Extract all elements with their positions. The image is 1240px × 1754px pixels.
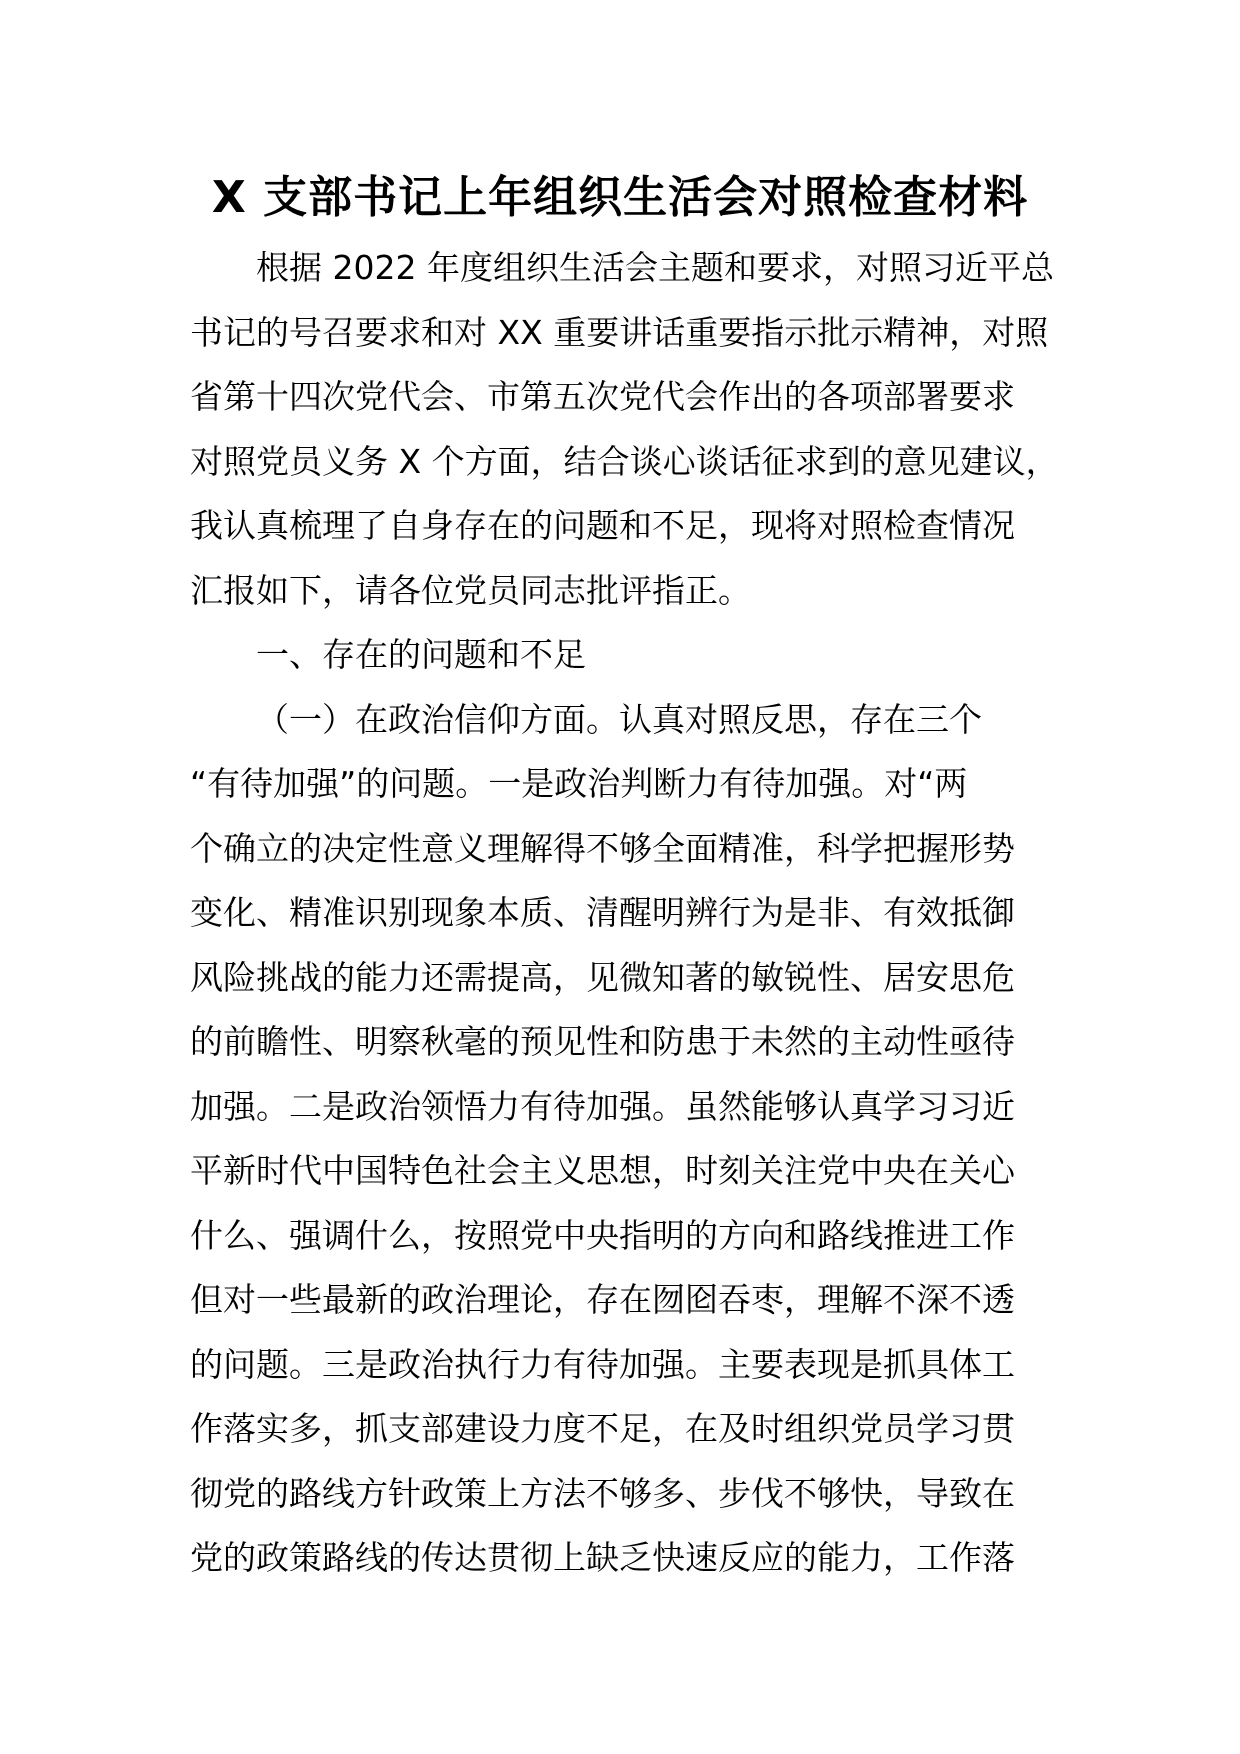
paragraph-line: 变化、精准识别现象本质、清醒明辨行为是非、有效抵御 xyxy=(190,893,1015,932)
paragraph-line: 但对一些最新的政治理论，存在囫囵吞枣，理解不深不透 xyxy=(190,1280,1015,1319)
paragraph-line: 对照党员义务 X 个方面，结合谈心谈话征求到的意见建议， xyxy=(190,441,1059,481)
paragraph-line: （一）在政治信仰方面。认真对照反思，存在三个 xyxy=(256,699,982,739)
paragraph-line: 省第十四次党代会、市第五次党代会作出的各项部署要求 xyxy=(190,377,1015,416)
paragraph-line: 的问题。三是政治执行力有待加强。主要表现是抓具体工 xyxy=(190,1344,1015,1384)
paragraph-line: 什么、强调什么，按照党中央指明的方向和路线推进工作 xyxy=(190,1215,1015,1255)
section-heading: 一、存在的问题和不足 xyxy=(256,635,586,674)
paragraph-line: “有待加强”的问题。一是政治判断力有待加强。对“两 xyxy=(190,764,968,803)
document-title: X 支部书记上年组织生活会对照检查材料 xyxy=(211,172,1029,223)
paragraph-line: 的前瞻性、明察秋毫的预见性和防患于未然的主动性亟待 xyxy=(190,1022,1015,1061)
paragraph-line: 汇报如下，请各位党员同志批评指正。 xyxy=(190,570,751,610)
paragraph-line: 彻党的路线方针政策上方法不够多、步伐不够快，导致在 xyxy=(190,1473,1015,1513)
document-body xyxy=(190,236,1060,1591)
paragraph-line: 我认真梳理了自身存在的问题和不足，现将对照检查情况 xyxy=(190,506,1015,545)
paragraph-line: 党的政策路线的传达贯彻上缺乏快速反应的能力，工作落 xyxy=(190,1538,1015,1577)
paragraph-line: 根据 2022 年度组织生活会主题和要求，对照习近平总 xyxy=(256,248,1054,287)
paragraph-line: 作落实多，抓支部建设力度不足，在及时组织党员学习贯 xyxy=(190,1409,1015,1448)
paragraph-line: 书记的号召要求和对 XX 重要讲话重要指示批示精神，对照 xyxy=(190,312,1049,352)
paragraph-line: 平新时代中国特色社会主义思想，时刻关注党中央在关心 xyxy=(190,1151,1015,1190)
paragraph-line: 个确立的决定性意义理解得不够全面精准，科学把握形势 xyxy=(190,828,1015,868)
paragraph-line: 加强。二是政治领悟力有待加强。虽然能够认真学习习近 xyxy=(190,1086,1015,1126)
paragraph-line: 风险挑战的能力还需提高，见微知著的敏锐性、居安思危 xyxy=(190,957,1015,997)
